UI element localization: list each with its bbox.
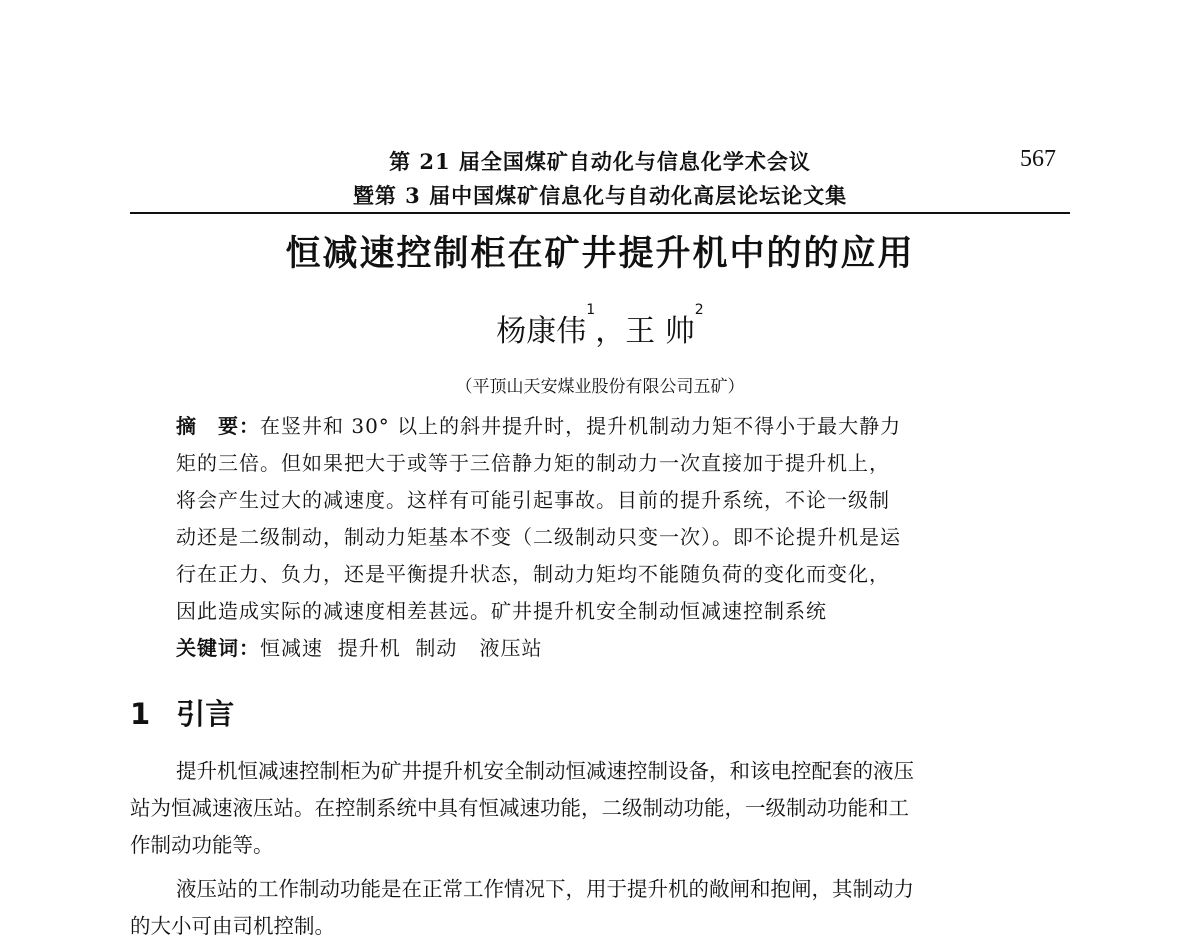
section-heading <box>130 692 234 733</box>
running-header-line2: 暨第 3 届中国煤矿信息化与自动化高层论坛论文集 <box>352 183 848 208</box>
body-line: 提升机恒减速控制柜为矿井提升机安全制动恒减速控制设备，和该电控配套的液压 <box>176 759 914 783</box>
body-line: 液压站的工作制动功能是在正常工作情况下，用于提升机的敞闸和抱闸，其制动力 <box>176 877 914 901</box>
affiliation: （平顶山天安煤业股份有限公司五矿） <box>455 377 745 397</box>
body-line: 的大小可由司机控制。 <box>130 914 335 938</box>
abstract-line: 行在正力、负力，还是平衡提升状态，制动力矩均不能随负荷的变化而变化， <box>176 562 890 586</box>
paper-title: 恒减速控制柜在矿井提升机中的的应用 <box>285 234 915 274</box>
author-affiliation-mark: 1 <box>586 302 596 318</box>
keywords-label: 关键词： <box>176 636 260 660</box>
abstract-line <box>176 410 901 439</box>
section-title: 引言 <box>176 697 235 731</box>
abstract-text: 在竖井和 30° 以上的斜井提升时，提升机制动力矩不得小于最大静力 <box>260 414 902 438</box>
abstract-line: 矩的三倍。但如果把大于或等于三倍静力矩的制动力一次直接加于提升机上， <box>176 451 890 475</box>
keywords-text: 恒减速 提升机 制动 液压站 <box>260 636 543 660</box>
header-rule <box>130 212 1070 214</box>
page-number: 567 <box>1020 146 1056 172</box>
body-line: 站为恒减速液压站。在控制系统中具有恒减速功能，二级制动功能，一级制动功能和工 <box>130 796 909 820</box>
abstract-line: 将会产生过大的减速度。这样有可能引起事故。目前的提升系统，不论一级制 <box>176 488 890 512</box>
body-line: 作制动功能等。 <box>130 833 274 857</box>
abstract-line: 因此造成实际的减速度相差甚远。矿井提升机安全制动恒减速控制系统 <box>176 599 827 623</box>
author-line <box>0 302 1200 350</box>
abstract-line: 动还是二级制动，制动力矩基本不变（二级制动只变一次）。即不论提升机是运 <box>176 525 901 549</box>
author-separator: ， <box>595 314 626 349</box>
section-number: 1 <box>130 697 151 731</box>
abstract-label: 摘 要： <box>176 414 260 438</box>
running-header-line1: 第 21 届全国煤矿自动化与信息化学术会议 <box>389 149 811 174</box>
author-name: 杨康伟 <box>496 314 587 349</box>
author-name: 王 帅 <box>625 314 695 349</box>
author-affiliation-mark: 2 <box>694 302 704 318</box>
keywords-line <box>176 632 543 661</box>
